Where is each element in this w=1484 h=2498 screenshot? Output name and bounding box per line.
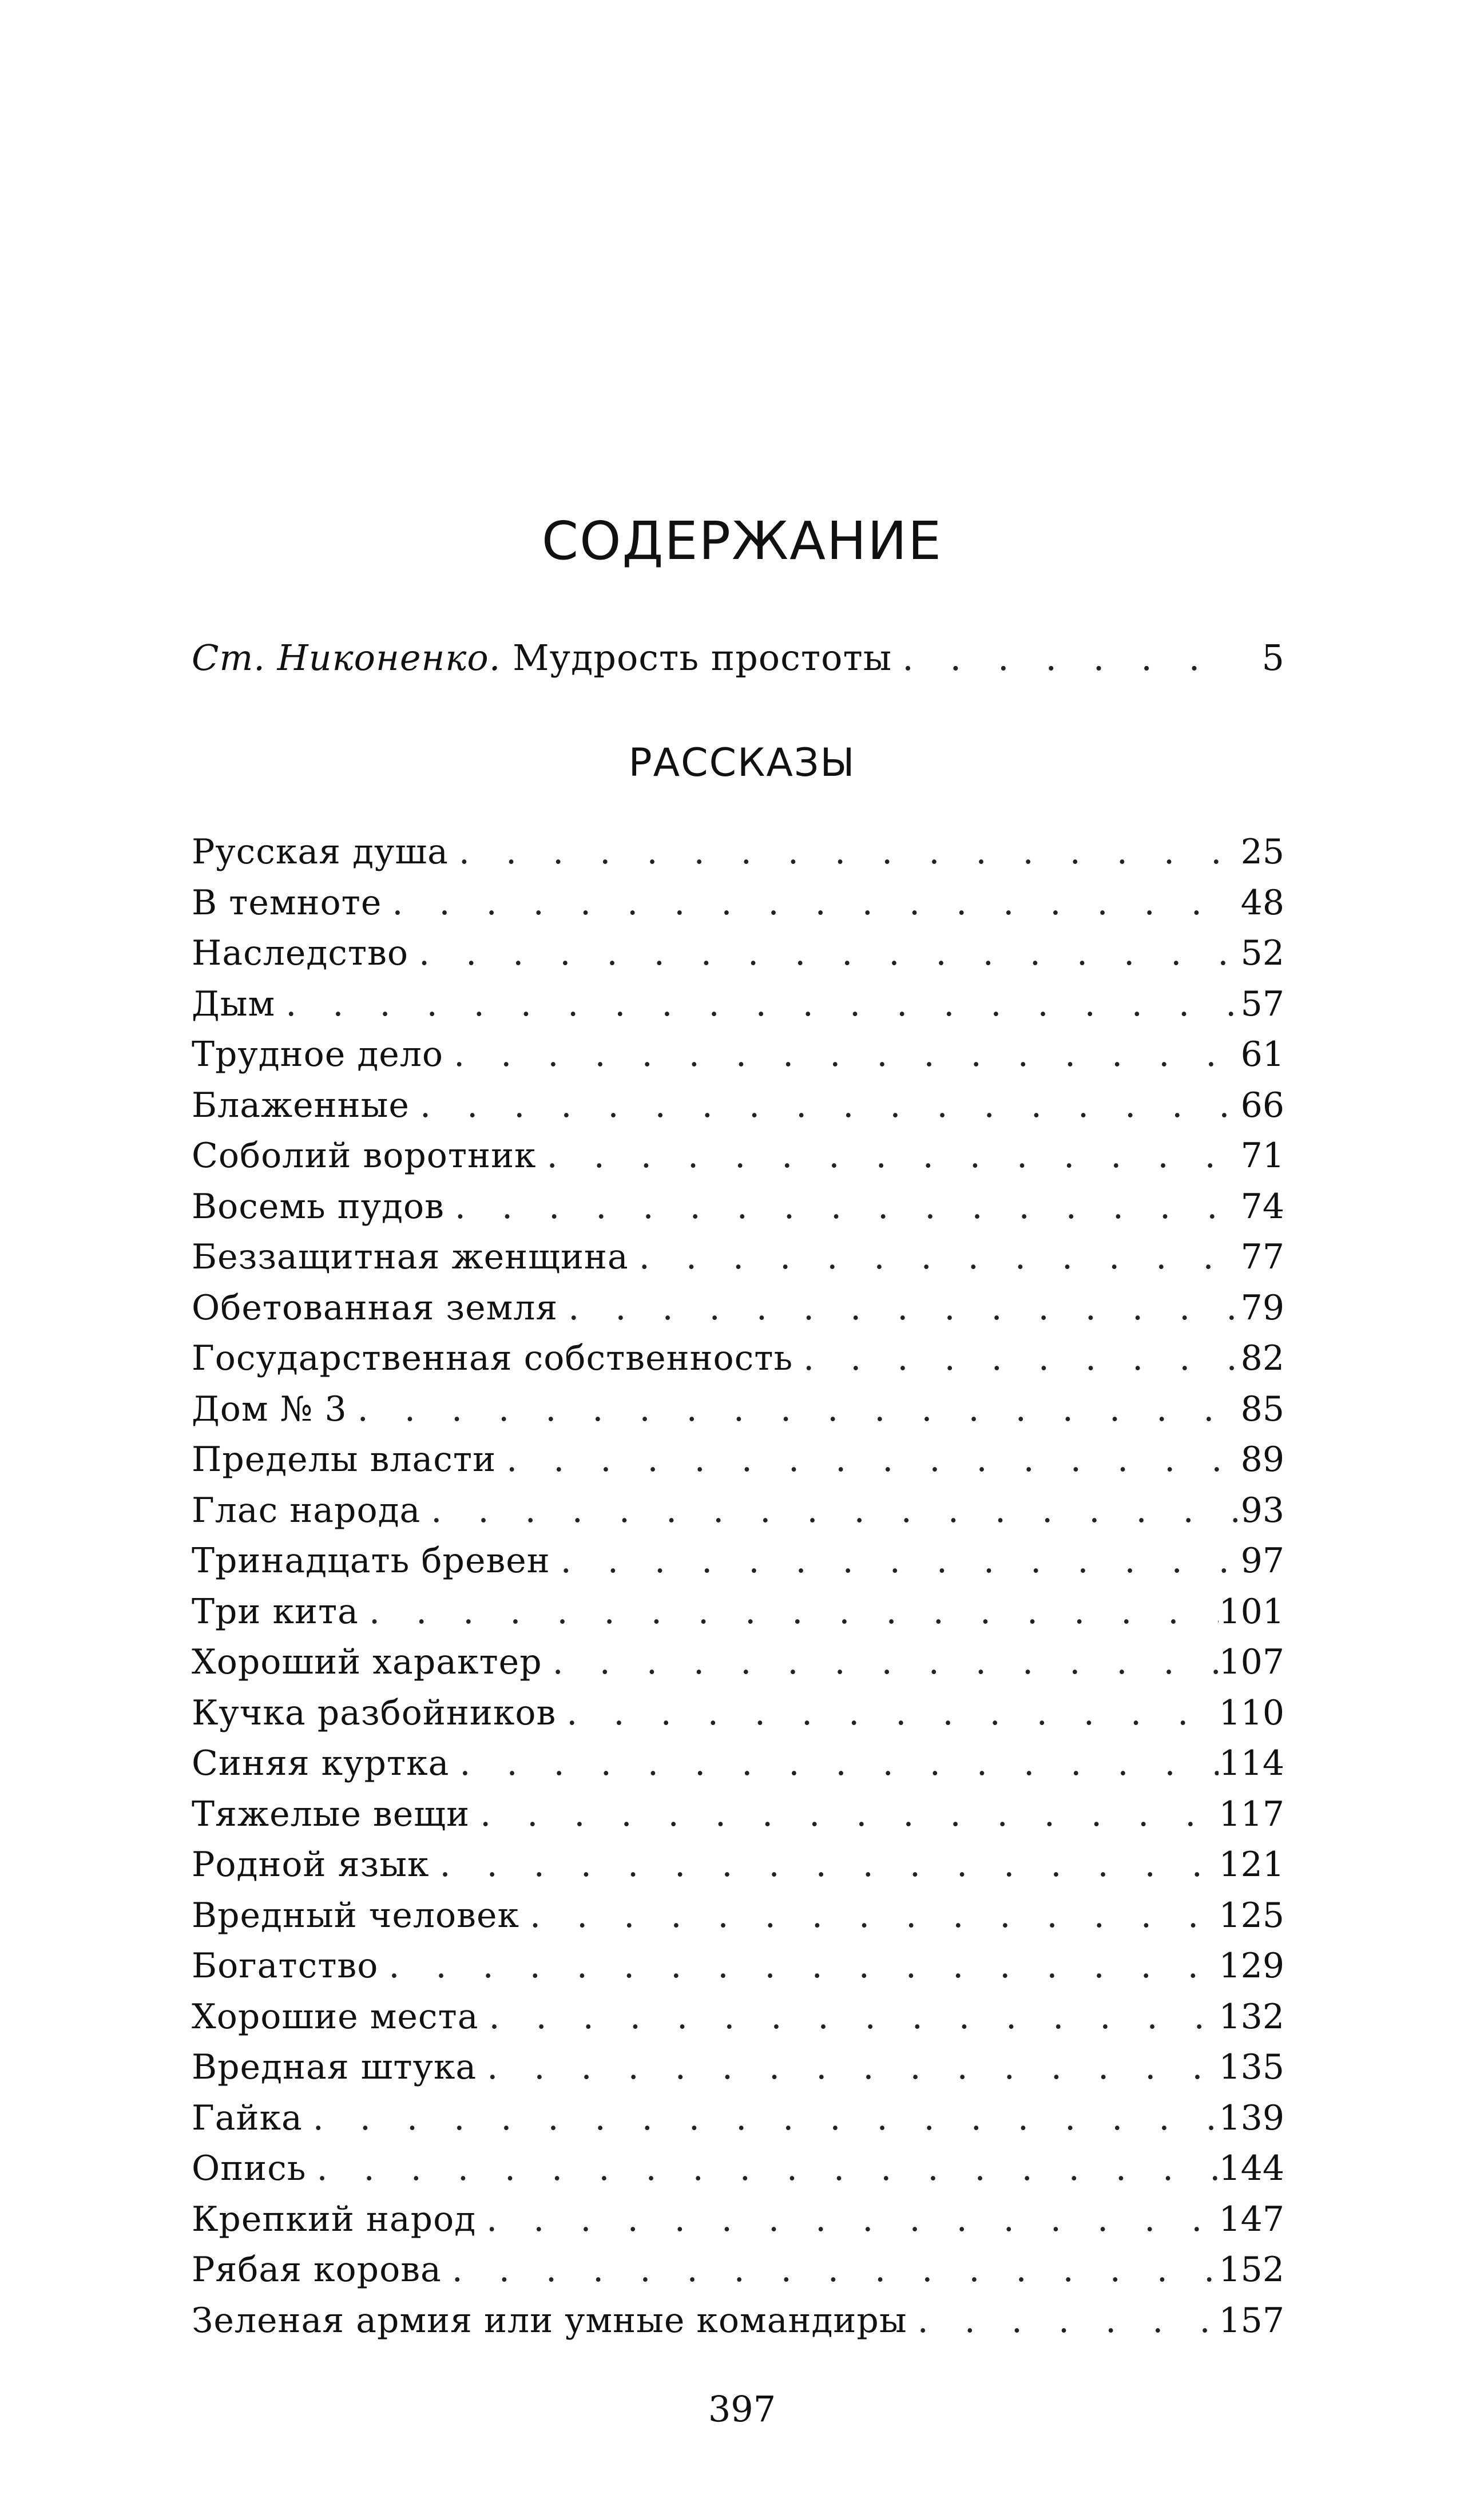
toc-entry	[192, 1485, 1284, 1536]
toc-entry	[192, 1333, 1284, 1384]
toc-entry-page: 52	[1240, 933, 1284, 973]
toc-entry-title: Дым	[192, 984, 276, 1024]
dot-leader	[410, 1080, 1239, 1131]
toc-entry	[192, 1789, 1284, 1840]
toc-entry-title: Тяжелые вещи	[192, 1794, 470, 1834]
dot-leader	[629, 1232, 1239, 1283]
intro-title: Мудрость простоты	[513, 637, 892, 679]
toc-entry	[192, 1434, 1284, 1485]
toc-entry	[192, 1992, 1284, 2043]
toc-entry-page: 89	[1240, 1440, 1284, 1480]
toc-entry	[192, 1738, 1284, 1789]
toc-entry-title: Тринадцать бревен	[192, 1541, 550, 1581]
toc-entry	[192, 1232, 1284, 1283]
toc-entry-page: 110	[1219, 1692, 1284, 1733]
toc-entry-page: 85	[1240, 1389, 1284, 1429]
dot-leader	[478, 1992, 1219, 2043]
dot-leader	[378, 1941, 1219, 1992]
dot-leader	[445, 1181, 1239, 1232]
toc-entry	[192, 1637, 1284, 1688]
toc-entry-page: 101	[1219, 1591, 1284, 1632]
toc-entry-title: Глас народа	[192, 1490, 421, 1530]
toc-entry	[192, 2042, 1284, 2093]
intro-author: Ст. Никоненко.	[192, 637, 501, 679]
toc-entry-page: 57	[1240, 984, 1284, 1024]
dot-leader	[449, 827, 1239, 878]
toc-entry-page: 74	[1240, 1186, 1284, 1227]
toc-entry	[192, 928, 1284, 979]
dot-leader	[303, 2093, 1219, 2144]
toc-entry-page: 152	[1219, 2250, 1284, 2290]
dot-leader	[408, 928, 1239, 979]
toc-entry-page: 48	[1240, 882, 1284, 923]
toc-entry-page: 25	[1240, 832, 1284, 872]
toc-entry-title: Соболий воротник	[192, 1136, 537, 1176]
toc-entry-title: Обетованная земля	[192, 1287, 558, 1328]
dot-leader	[420, 1485, 1239, 1536]
toc-entry	[192, 1941, 1284, 1992]
toc-entry-page: 114	[1219, 1743, 1284, 1783]
toc-entry-title: Рябая корова	[192, 2250, 442, 2290]
toc-entry-title: Кучка разбойников	[192, 1692, 557, 1733]
toc-entry	[192, 1080, 1284, 1131]
toc-entry	[192, 1587, 1284, 1637]
dot-leader	[550, 1536, 1239, 1587]
toc-entry-title: Пределы власти	[192, 1440, 497, 1480]
dot-leader	[442, 2245, 1219, 2295]
toc-entry-title: Дом № 3	[192, 1389, 347, 1429]
toc-entry-title: Трудное дело	[192, 1034, 444, 1074]
toc-entry-page: 157	[1219, 2300, 1284, 2341]
toc-list	[192, 827, 1284, 2346]
toc-entry-page: 117	[1219, 1794, 1284, 1834]
dot-leader	[496, 1434, 1239, 1485]
toc-entry	[192, 2245, 1284, 2295]
toc-entry-page: 125	[1219, 1895, 1284, 1936]
toc-entry-title: Зеленая армия или умные командиры	[192, 2300, 907, 2341]
toc-entry-page: 79	[1240, 1287, 1284, 1328]
toc-entry-title: Гайка	[192, 2097, 303, 2138]
dot-leader	[275, 979, 1239, 1030]
dot-leader	[558, 1283, 1239, 1334]
toc-entry	[192, 1890, 1284, 1941]
toc-entry	[192, 2194, 1284, 2245]
toc-entry-title: Наследство	[192, 933, 408, 973]
toc-entry-page: 121	[1219, 1845, 1284, 1885]
dot-leader	[542, 1637, 1219, 1688]
dot-leader	[537, 1131, 1239, 1181]
toc-entry-title: Родной язык	[192, 1845, 430, 1885]
dot-leader	[359, 1587, 1219, 1637]
toc-entry	[192, 827, 1284, 878]
intro-page: 5	[1261, 637, 1284, 679]
dot-leader	[476, 2194, 1219, 2245]
toc-entry	[192, 1688, 1284, 1739]
dot-leader	[382, 878, 1239, 929]
toc-entry-page: 129	[1219, 1946, 1284, 1986]
page-title: СОДЕРЖАНИЕ	[541, 510, 943, 572]
toc-entry-page: 132	[1219, 1996, 1284, 2037]
dot-leader	[449, 1738, 1219, 1789]
toc-entry-title: В темноте	[192, 882, 382, 923]
toc-entry-title: Русская душа	[192, 832, 449, 872]
toc-entry	[192, 1181, 1284, 1232]
toc-entry-title: Опись	[192, 2148, 307, 2188]
toc-entry	[192, 1131, 1284, 1181]
toc-entry	[192, 1283, 1284, 1334]
toc-entry-page: 66	[1240, 1085, 1284, 1125]
toc-entry-title: Беззащитная женщина	[192, 1237, 629, 1277]
toc-entry	[192, 878, 1284, 929]
dot-leader	[477, 2042, 1219, 2093]
intro-title-line	[192, 629, 892, 687]
toc-entry	[192, 2295, 1284, 2346]
toc-entry-page: 71	[1240, 1136, 1284, 1176]
toc-entry	[192, 979, 1284, 1030]
toc-entry-title: Хороший характер	[192, 1642, 542, 1682]
section-heading: РАССКАЗЫ	[628, 740, 856, 786]
toc-entry-title: Хорошие места	[192, 1996, 479, 2037]
toc-entry-page: 139	[1219, 2097, 1284, 2138]
dot-leader	[347, 1384, 1239, 1435]
dot-leader	[892, 629, 1239, 687]
toc-entry-page: 97	[1240, 1541, 1284, 1581]
intro-entry	[192, 629, 1284, 687]
toc-entry-title: Вредный человек	[192, 1895, 519, 1936]
toc-entry	[192, 1536, 1284, 1587]
dot-leader	[556, 1688, 1219, 1739]
page-number: 397	[708, 2388, 776, 2430]
toc-entry-page: 82	[1240, 1338, 1284, 1378]
toc-entry	[192, 1029, 1284, 1080]
toc-entry-page: 93	[1240, 1490, 1284, 1530]
toc-entry-page: 77	[1240, 1237, 1284, 1277]
dot-leader	[907, 2295, 1219, 2346]
toc-entry-title: Блаженные	[192, 1085, 410, 1125]
dot-leader	[793, 1333, 1239, 1384]
toc-entry-page: 135	[1219, 2047, 1284, 2087]
toc-entry-title: Три кита	[192, 1591, 359, 1632]
toc-entry-page: 61	[1240, 1034, 1284, 1074]
toc-entry-title: Синяя куртка	[192, 1743, 450, 1783]
toc-entry	[192, 1384, 1284, 1435]
toc-entry-title: Вредная штука	[192, 2047, 477, 2087]
dot-leader	[519, 1890, 1219, 1941]
toc-entry	[192, 1839, 1284, 1890]
dot-leader	[443, 1029, 1239, 1080]
toc-entry-page: 107	[1219, 1642, 1284, 1682]
toc-entry-page: 144	[1219, 2148, 1284, 2188]
toc-entry-title: Государственная собственность	[192, 1338, 793, 1378]
toc-entry	[192, 2093, 1284, 2144]
toc-entry-title: Богатство	[192, 1946, 379, 1986]
dot-leader	[306, 2143, 1219, 2194]
dot-leader	[429, 1839, 1219, 1890]
toc-entry	[192, 2143, 1284, 2194]
toc-entry-title: Восемь пудов	[192, 1186, 445, 1227]
dot-leader	[470, 1789, 1219, 1840]
toc-entry-title: Крепкий народ	[192, 2199, 477, 2239]
toc-entry-page: 147	[1219, 2199, 1284, 2239]
